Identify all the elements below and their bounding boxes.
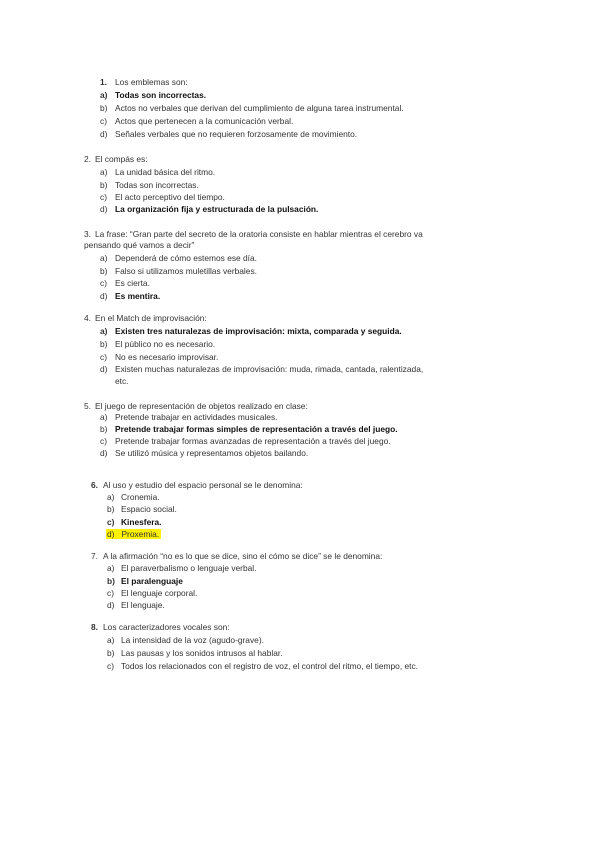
question-2-number: 2. [84,154,91,164]
q8-option-a-text: La intensidad de la voz (agudo-grave). [121,635,264,645]
q5-option-a-text: Pretende trabajar en actividades musicales. [115,412,278,422]
q2-option-a-text: La unidad básica del ritmo. [115,167,216,177]
q2-option-c-marker: c) [100,192,107,202]
q1-option-a-marker: a) [100,90,108,100]
q7-option-c-text: El lenguaje corporal. [121,588,198,598]
q3-option-b-marker: b) [100,266,108,276]
q6-option-c-marker: c) [107,517,115,527]
q1-option-b-text: Actos no verbales que derivan del cumplimiento de alguna tarea instrumental. [115,103,404,113]
q7-option-a-text: El paraverbalismo o lenguaje verbal. [121,563,257,573]
q3-option-c-marker: c) [100,278,107,288]
q6-option-a-marker: a) [107,492,115,502]
q3-option-b-text: Falso si utilizamos muletillas verbales. [115,266,257,276]
question-5-stem: El juego de representación de objetos realizado en clase: [95,401,308,411]
q2-option-c-text: El acto perceptivo del tiempo. [115,192,225,202]
question-5-number: 5. [84,401,91,411]
question-4-number: 4. [84,313,91,323]
q6-option-a-text: Cronemia. [121,492,160,502]
q6-option-c-text: Kinesfera. [121,517,162,527]
q7-option-b-text: El paralenguaje [121,576,183,586]
q4-option-d-text: Existen muchas naturalezas de improvisación: muda, rimada, cantada, ralentizada, [115,364,424,374]
q2-option-b-marker: b) [100,180,108,190]
q5-option-b-marker: b) [100,424,108,434]
q1-option-c-text: Actos que pertenecen a la comunicación verbal. [115,116,294,126]
question-6-number: 6. [91,480,98,490]
q4-option-b-marker: b) [100,339,108,349]
q8-option-c-text: Todos los relacionados con el registro de voz, el control del ritmo, el tiempo, etc. [121,661,418,671]
question-8-number: 8. [91,622,98,632]
q5-option-d-marker: d) [100,448,108,458]
question-6-stem: Al uso y estudio del espacio personal se le denomina: [103,480,303,490]
question-3-stem-line1: La frase: “Gran parte del secreto de la oratoria consiste en hablar mientras el cerebro va [95,229,423,239]
q3-option-d-marker: d) [100,291,108,301]
q7-option-d-text: El lenguaje. [121,600,165,610]
q3-option-c-text: Es cierta. [115,278,150,288]
q4-option-a-marker: a) [100,326,108,336]
q7-option-c-marker: c) [107,588,114,598]
q5-option-c-text: Pretende trabajar formas avanzadas de representación a través del juego. [115,436,391,446]
q1-option-b-marker: b) [100,103,108,113]
q4-option-c-text: No es necesario improvisar. [115,352,219,362]
q2-option-b-text: Todas son incorrectas. [115,180,199,190]
q4-option-b-text: El público no es necesario. [115,339,216,349]
q2-option-d-marker: d) [100,204,108,214]
question-7-stem: A la afirmación “no es lo que se dice, sino el cómo se dice” se le denomina: [103,551,383,561]
question-3-stem-line2: pensando qué vamos a decir” [84,240,195,250]
q6-option-b-text: Espacio social. [121,504,177,514]
q5-option-c-marker: c) [100,436,107,446]
q6-option-d-text: Proxemia. [121,529,160,539]
q2-option-a-marker: a) [100,167,108,177]
q8-option-b-marker: b) [107,648,115,658]
q6-option-d-highlighted [106,529,161,540]
q6-option-d-marker: d) [107,529,115,539]
question-1-stem: Los emblemas son: [115,77,188,87]
q5-option-d-text: Se utilizó música y representamos objetos bailando. [115,448,309,458]
q1-option-a-text: Todas son incorrectas. [115,90,207,100]
q8-option-c-marker: c) [107,661,114,671]
q5-option-a-marker: a) [100,412,108,422]
question-3-number: 3. [84,229,91,239]
question-7-number: 7. [91,551,98,561]
q8-option-a-marker: a) [107,635,115,645]
q4-option-a-text: Existen tres naturalezas de improvisación: mixta, comparada y seguida. [115,326,402,336]
q5-option-b-text: Pretende trabajar formas simples de representación a través del juego. [115,424,398,434]
question-1-number: 1. [100,77,107,87]
question-8-stem: Los caracterizadores vocales son: [103,622,230,632]
q8-option-b-text: Las pausas y los sonidos intrusos al hablar. [121,648,283,658]
q3-option-a-text: Dependerá de cómo estemos ese día. [115,253,257,263]
q6-option-b-marker: b) [107,504,115,514]
question-2-stem: El compás es: [95,154,148,164]
q1-option-d-text: Señales verbales que no requieren forzosamente de movimiento. [115,129,358,139]
question-4-stem: En el Match de improvisación: [95,313,207,323]
q3-option-d-text: Es mentira. [115,291,161,301]
q7-option-a-marker: a) [107,563,115,573]
q1-option-d-marker: d) [100,129,108,139]
q7-option-d-marker: d) [107,600,115,610]
q4-option-d-marker: d) [100,364,108,374]
q3-option-a-marker: a) [100,253,108,263]
q2-option-d-text: La organización fija y estructurada de la pulsación. [115,204,319,214]
q4-option-d-text-continued: etc. [115,376,129,386]
q1-option-c-marker: c) [100,116,107,126]
q7-option-b-marker: b) [107,576,115,586]
q4-option-c-marker: c) [100,352,107,362]
